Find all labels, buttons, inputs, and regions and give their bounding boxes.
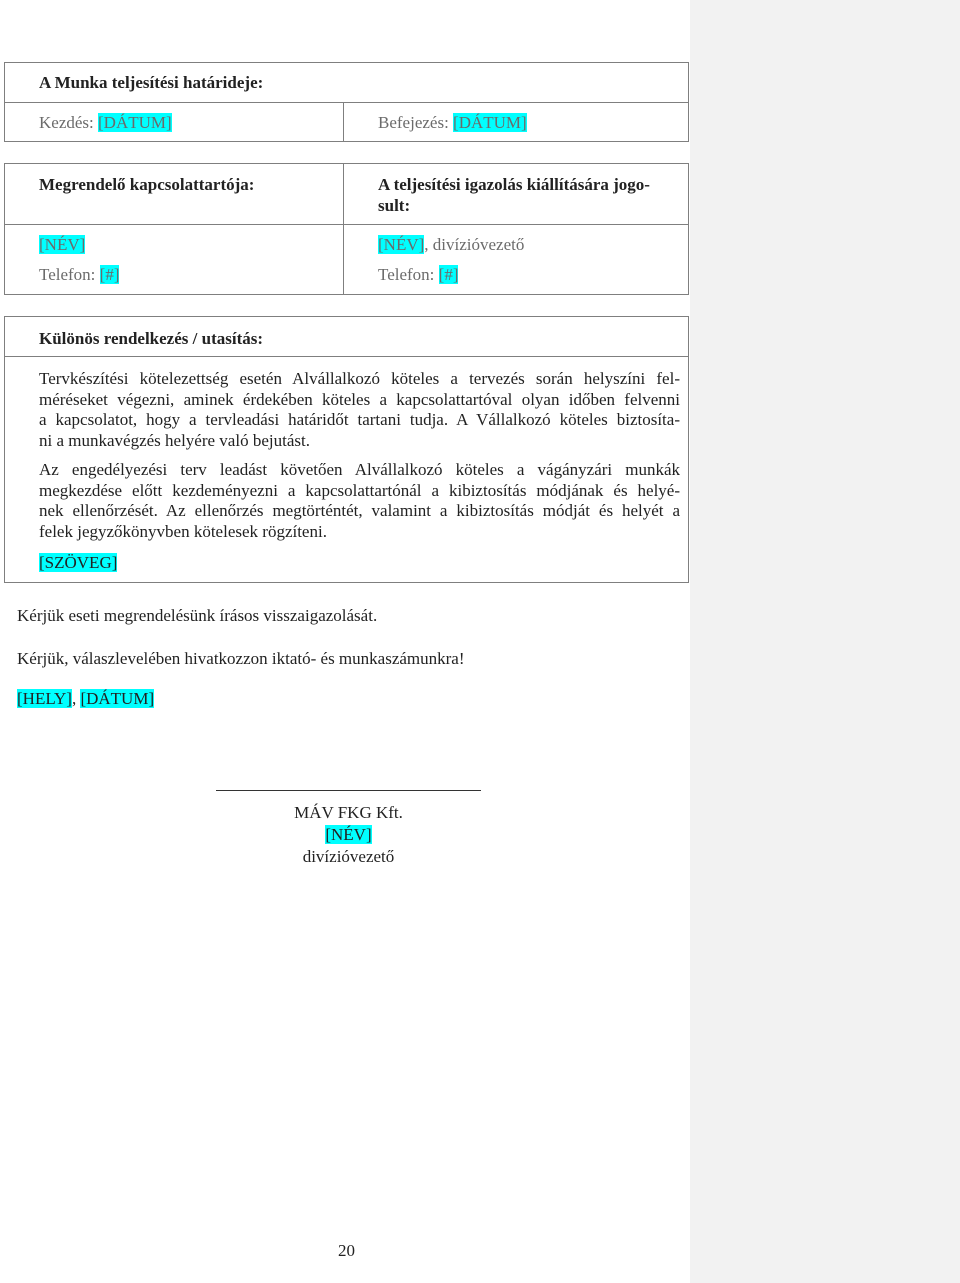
szoveg-placeholder: [SZÖVEG]: [39, 553, 118, 572]
signature-line: [216, 790, 481, 791]
phone-placeholder: [#]: [99, 265, 120, 284]
contacts-col-divider: [343, 163, 344, 295]
paragraph-line: ni a munkavégzés helyére való bejutást.: [39, 430, 310, 450]
right-margin-panel: [690, 0, 960, 1283]
certifier-name-placeholder: [NÉV]: [378, 235, 425, 254]
paragraph-line: Az engedélyezési terv leadást követően Alvállalkozó köteles a vágányzári munkák: [39, 460, 680, 479]
special-paragraph-1: [39, 369, 680, 451]
place-date: [17, 688, 154, 709]
signature-name: [216, 824, 481, 845]
certifier-heading-line2: sult:: [378, 196, 411, 215]
start-date: [39, 112, 172, 133]
paragraph-line: megkezdése előtt kezdeményezni a kapcsolattartónál a kibiztosítás módjának és helyé-: [39, 480, 680, 500]
certifier-role: , divízióvezető: [424, 235, 525, 254]
place-date-separator: ,: [71, 689, 81, 708]
start-date-placeholder: [DÁTUM]: [98, 113, 172, 132]
paragraph-line: felek jegyzőkönyvben kötelesek rögzíteni.: [39, 521, 327, 541]
signature-title: divízióvezető: [302, 847, 395, 866]
start-label: Kezdés:: [39, 113, 99, 132]
end-date: [378, 112, 527, 133]
special-paragraph-2: [39, 460, 680, 542]
special-divider: [4, 356, 689, 357]
customer-contact-heading: Megrendelő kapcsolattartója:: [39, 175, 255, 194]
end-label: Befejezés:: [378, 113, 454, 132]
customer-contact-phone: [39, 264, 119, 285]
text-placeholder: [39, 552, 117, 573]
phone-placeholder: [#]: [438, 265, 459, 284]
paragraph-line: nek ellenőrzését. Az ellenőrzés megtörténtét, valamint a kibiztosítás módját és helyét a: [39, 501, 680, 520]
end-date-placeholder: [DÁTUM]: [453, 113, 527, 132]
phone-label: Telefon:: [378, 265, 439, 284]
certifier-phone: [378, 264, 458, 285]
paragraph-line: a kapcsolatot, hogy a tervleadási határidőt tartani tudja. A Vállalkozó köteles biztosíta-: [39, 410, 680, 429]
signature-name-placeholder: [NÉV]: [325, 825, 372, 844]
paragraph-line: Tervkészítési kötelezettség esetén Alvállalkozó köteles a tervezés során helyszíni fel-: [39, 369, 680, 388]
deadline-divider: [4, 102, 689, 103]
confirmation-request: Kérjük eseti megrendelésünk írásos visszaigazolását.: [17, 606, 378, 625]
place-placeholder: [HELY]: [17, 689, 72, 708]
phone-label: Telefon:: [39, 265, 100, 284]
certifier-name: [378, 234, 524, 255]
customer-name-placeholder: [NÉV]: [39, 235, 86, 254]
deadline-heading: A Munka teljesítési határideje:: [39, 73, 264, 92]
certifier-heading-line1: A teljesítési igazolás kiállítására jogo-: [378, 175, 650, 194]
date-placeholder: [DÁTUM]: [80, 689, 155, 708]
reference-request: Kérjük, válaszlevelében hivatkozzon iktató- és munkaszámunkra!: [17, 649, 465, 668]
deadline-col-divider: [343, 102, 344, 142]
contacts-divider: [4, 224, 689, 225]
page-number: 20: [338, 1241, 355, 1260]
customer-contact-name: [39, 234, 85, 255]
signature-company: MÁV FKG Kft.: [294, 803, 403, 822]
paragraph-line: méréseket végezni, aminek érdekében köteles a kapcsolattartóval olyan időben felvenni: [39, 389, 680, 409]
special-heading: Különös rendelkezés / utasítás:: [39, 329, 264, 348]
